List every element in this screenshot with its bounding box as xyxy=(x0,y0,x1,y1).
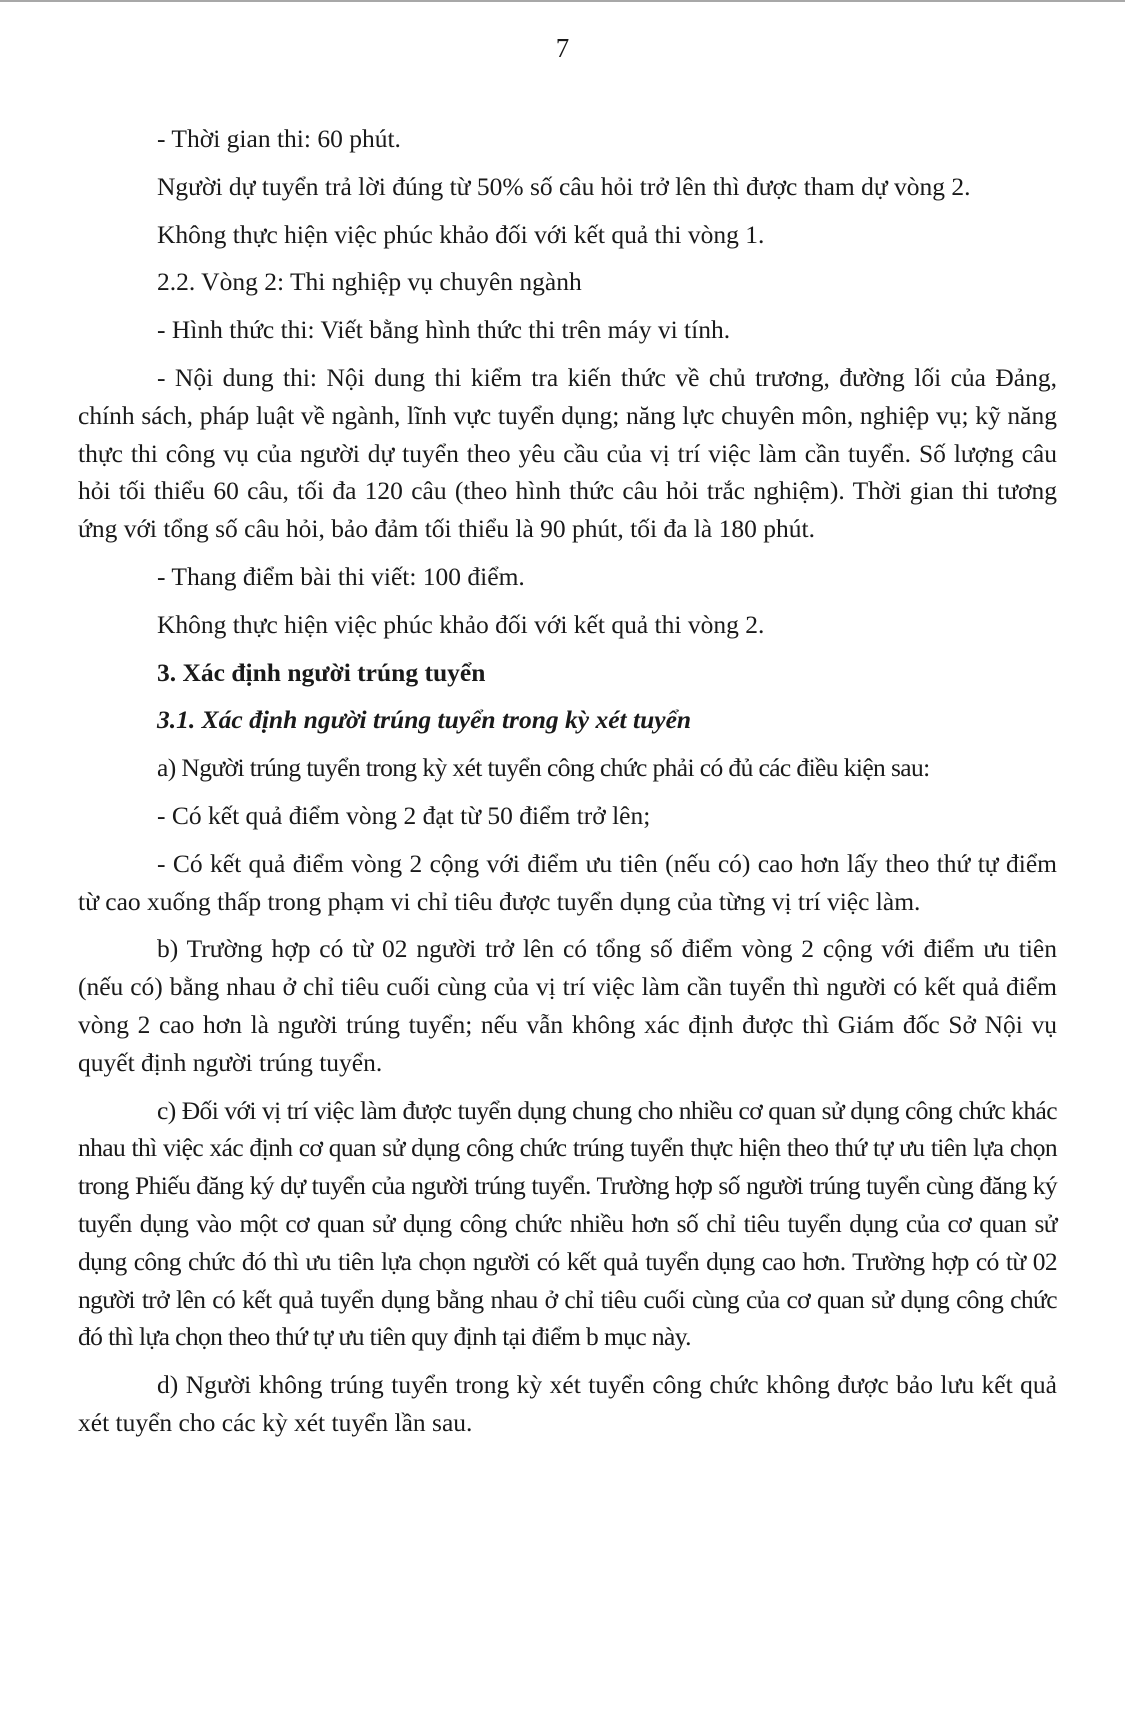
round2-score-scale: - Thang điểm bài thi viết: 100 điểm. xyxy=(157,561,525,591)
document-body xyxy=(78,120,1057,1452)
no-review-round1: Không thực hiện việc phúc khảo đối với kết quả thi vòng 1. xyxy=(157,219,765,249)
no-review-round2: Không thực hiện việc phúc khảo đối với kết quả thi vòng 2. xyxy=(157,609,765,639)
pass-condition-round1: Người dự tuyển trả lời đúng từ 50% số câu hỏi trở lên thì được tham dự vòng 2. xyxy=(157,171,971,201)
round2-title: 2.2. Vòng 2: Thi nghiệp vụ chuyên ngành xyxy=(157,267,582,297)
round2-exam-content: - Nội dung thi: Nội dung thi kiểm tra kiến thức về chủ trương, đường lối của Đảng, chính sách, pháp luật về ngành, lĩnh vực tuyển dụng; năng lực chuyên môn, nghiệp vụ; kỹ năng thực thi công vụ của người dự tuyển theo yêu cầu của vị trí việc làm cần tuyển. Số lượng câu hỏi tối thiểu 60 câu, tối đa 120 câu (theo hình thức câu hỏi trắc nghiệm). Thời gian thi tương ứng với tổng số câu hỏi, bảo đảm tối thiểu là 90 phút, tối đa là 180 phút. xyxy=(78,362,1057,544)
section-3-1-heading: 3.1. Xác định người trúng tuyển trong kỳ xét tuyển xyxy=(157,705,692,735)
section-3-heading: 3. Xác định người trúng tuyển xyxy=(157,657,486,687)
item-c: c) Đối với vị trí việc làm được tuyển dụng chung cho nhiều cơ quan sử dụng công chức khác nhau thì việc xác định cơ quan sử dụng công chức trúng tuyển thực hiện theo thứ tự ưu tiên lựa chọn trong Phiếu đăng ký dự tuyển của người trúng tuyển. Trường hợp số người trúng tuyển cùng đăng ký tuyển dụng vào một cơ quan sử dụng công chức nhiều hơn số chỉ tiêu tuyển dụng của cơ quan sử dụng công chức đó thì ưu tiên lựa chọn người có kết quả tuyển dụng cao hơn. Trường hợp có từ 02 người trở lên có kết quả tuyển dụng bằng nhau ở chỉ tiêu cuối cùng của cơ quan sử dụng công chức đó thì lựa chọn theo thứ tự ưu tiên quy định tại điểm b mục này. xyxy=(78,1095,1057,1352)
item-a-condition-2: - Có kết quả điểm vòng 2 cộng với điểm ưu tiên (nếu có) cao hơn lấy theo thứ tự điểm từ cao xuống thấp trong phạm vi chỉ tiêu được tuyển dụng của từng vị trí việc làm. xyxy=(78,848,1057,916)
item-a: a) Người trúng tuyển trong kỳ xét tuyển công chức phải có đủ các điều kiện sau: xyxy=(157,753,930,783)
item-b: b) Trường hợp có từ 02 người trở lên có tổng số điểm vòng 2 cộng với điểm ưu tiên (nếu có) bằng nhau ở chỉ tiêu cuối cùng của vị trí việc làm cần tuyển thì người có kết quả điểm vòng 2 cao hơn là người trúng tuyển; nếu vẫn không xác định được thì Giám đốc Sở Nội vụ quyết định người trúng tuyển. xyxy=(78,934,1057,1077)
round2-exam-form: - Hình thức thi: Viết bằng hình thức thi trên máy vi tính. xyxy=(157,315,731,345)
item-a-condition-1: - Có kết quả điểm vòng 2 đạt từ 50 điểm trở lên; xyxy=(157,800,651,830)
item-d: d) Người không trúng tuyển trong kỳ xét tuyển công chức không được bảo lưu kết quả xét tuyển cho các kỳ xét tuyển lần sau. xyxy=(78,1370,1057,1437)
page-number: 7 xyxy=(555,33,570,63)
exam-time-round1: - Thời gian thi: 60 phút. xyxy=(157,124,401,153)
